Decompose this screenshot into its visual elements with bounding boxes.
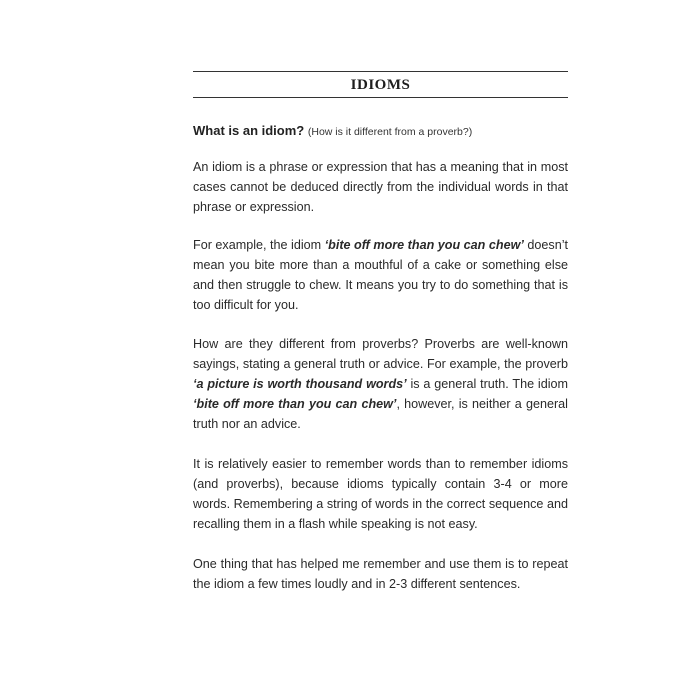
proverb-quote: ‘a picture is worth thousand words’	[193, 377, 407, 391]
paragraph-example-text-2: doesn’t mean you bite more than a mouthful of a cake or something else and then struggle to chew. It means you try to do something that is too difficult for you.	[193, 238, 569, 312]
paragraph-difference-text-2: is a general truth. The idiom	[406, 377, 568, 391]
paragraph-tip: One thing that has helped me remember and use them is to repeat the idiom a few times loudly and in 2-3 different sentences.	[193, 557, 568, 591]
paragraph-example-text-1: For example, the idiom	[193, 238, 325, 252]
text-column	[193, 71, 568, 594]
page-title: IDIOMS	[350, 76, 411, 93]
idiom-quote: ‘bite off more than you can chew’	[324, 238, 524, 252]
question-heading	[193, 123, 568, 138]
question-sub: (How is it different from a proverb?)	[307, 126, 473, 138]
paragraph-difference	[193, 334, 568, 434]
question-main: What is an idiom?	[193, 123, 305, 138]
paragraph-difference-text-3: , however, is neither a general truth nor an advice.	[193, 397, 568, 431]
paragraph-remembering: It is relatively easier to remember words than to remember idioms (and proverbs), because idioms typically contain 3-4 or more words. Remembering a string of words in the correct sequence and recalling them in a flash while speaking is not easy.	[193, 457, 568, 531]
paragraph-definition: An idiom is a phrase or expression that has a meaning that in most cases cannot be deduced directly from the individual words in that phrase or expression.	[193, 160, 568, 214]
title-bar	[193, 71, 568, 98]
paragraph-example	[193, 235, 568, 315]
idiom-quote: ‘bite off more than you can chew’	[193, 397, 397, 411]
paragraph-difference-text-1: How are they different from proverbs? Proverbs are well-known sayings, stating a general truth or advice. For example, the proverb	[193, 337, 568, 371]
